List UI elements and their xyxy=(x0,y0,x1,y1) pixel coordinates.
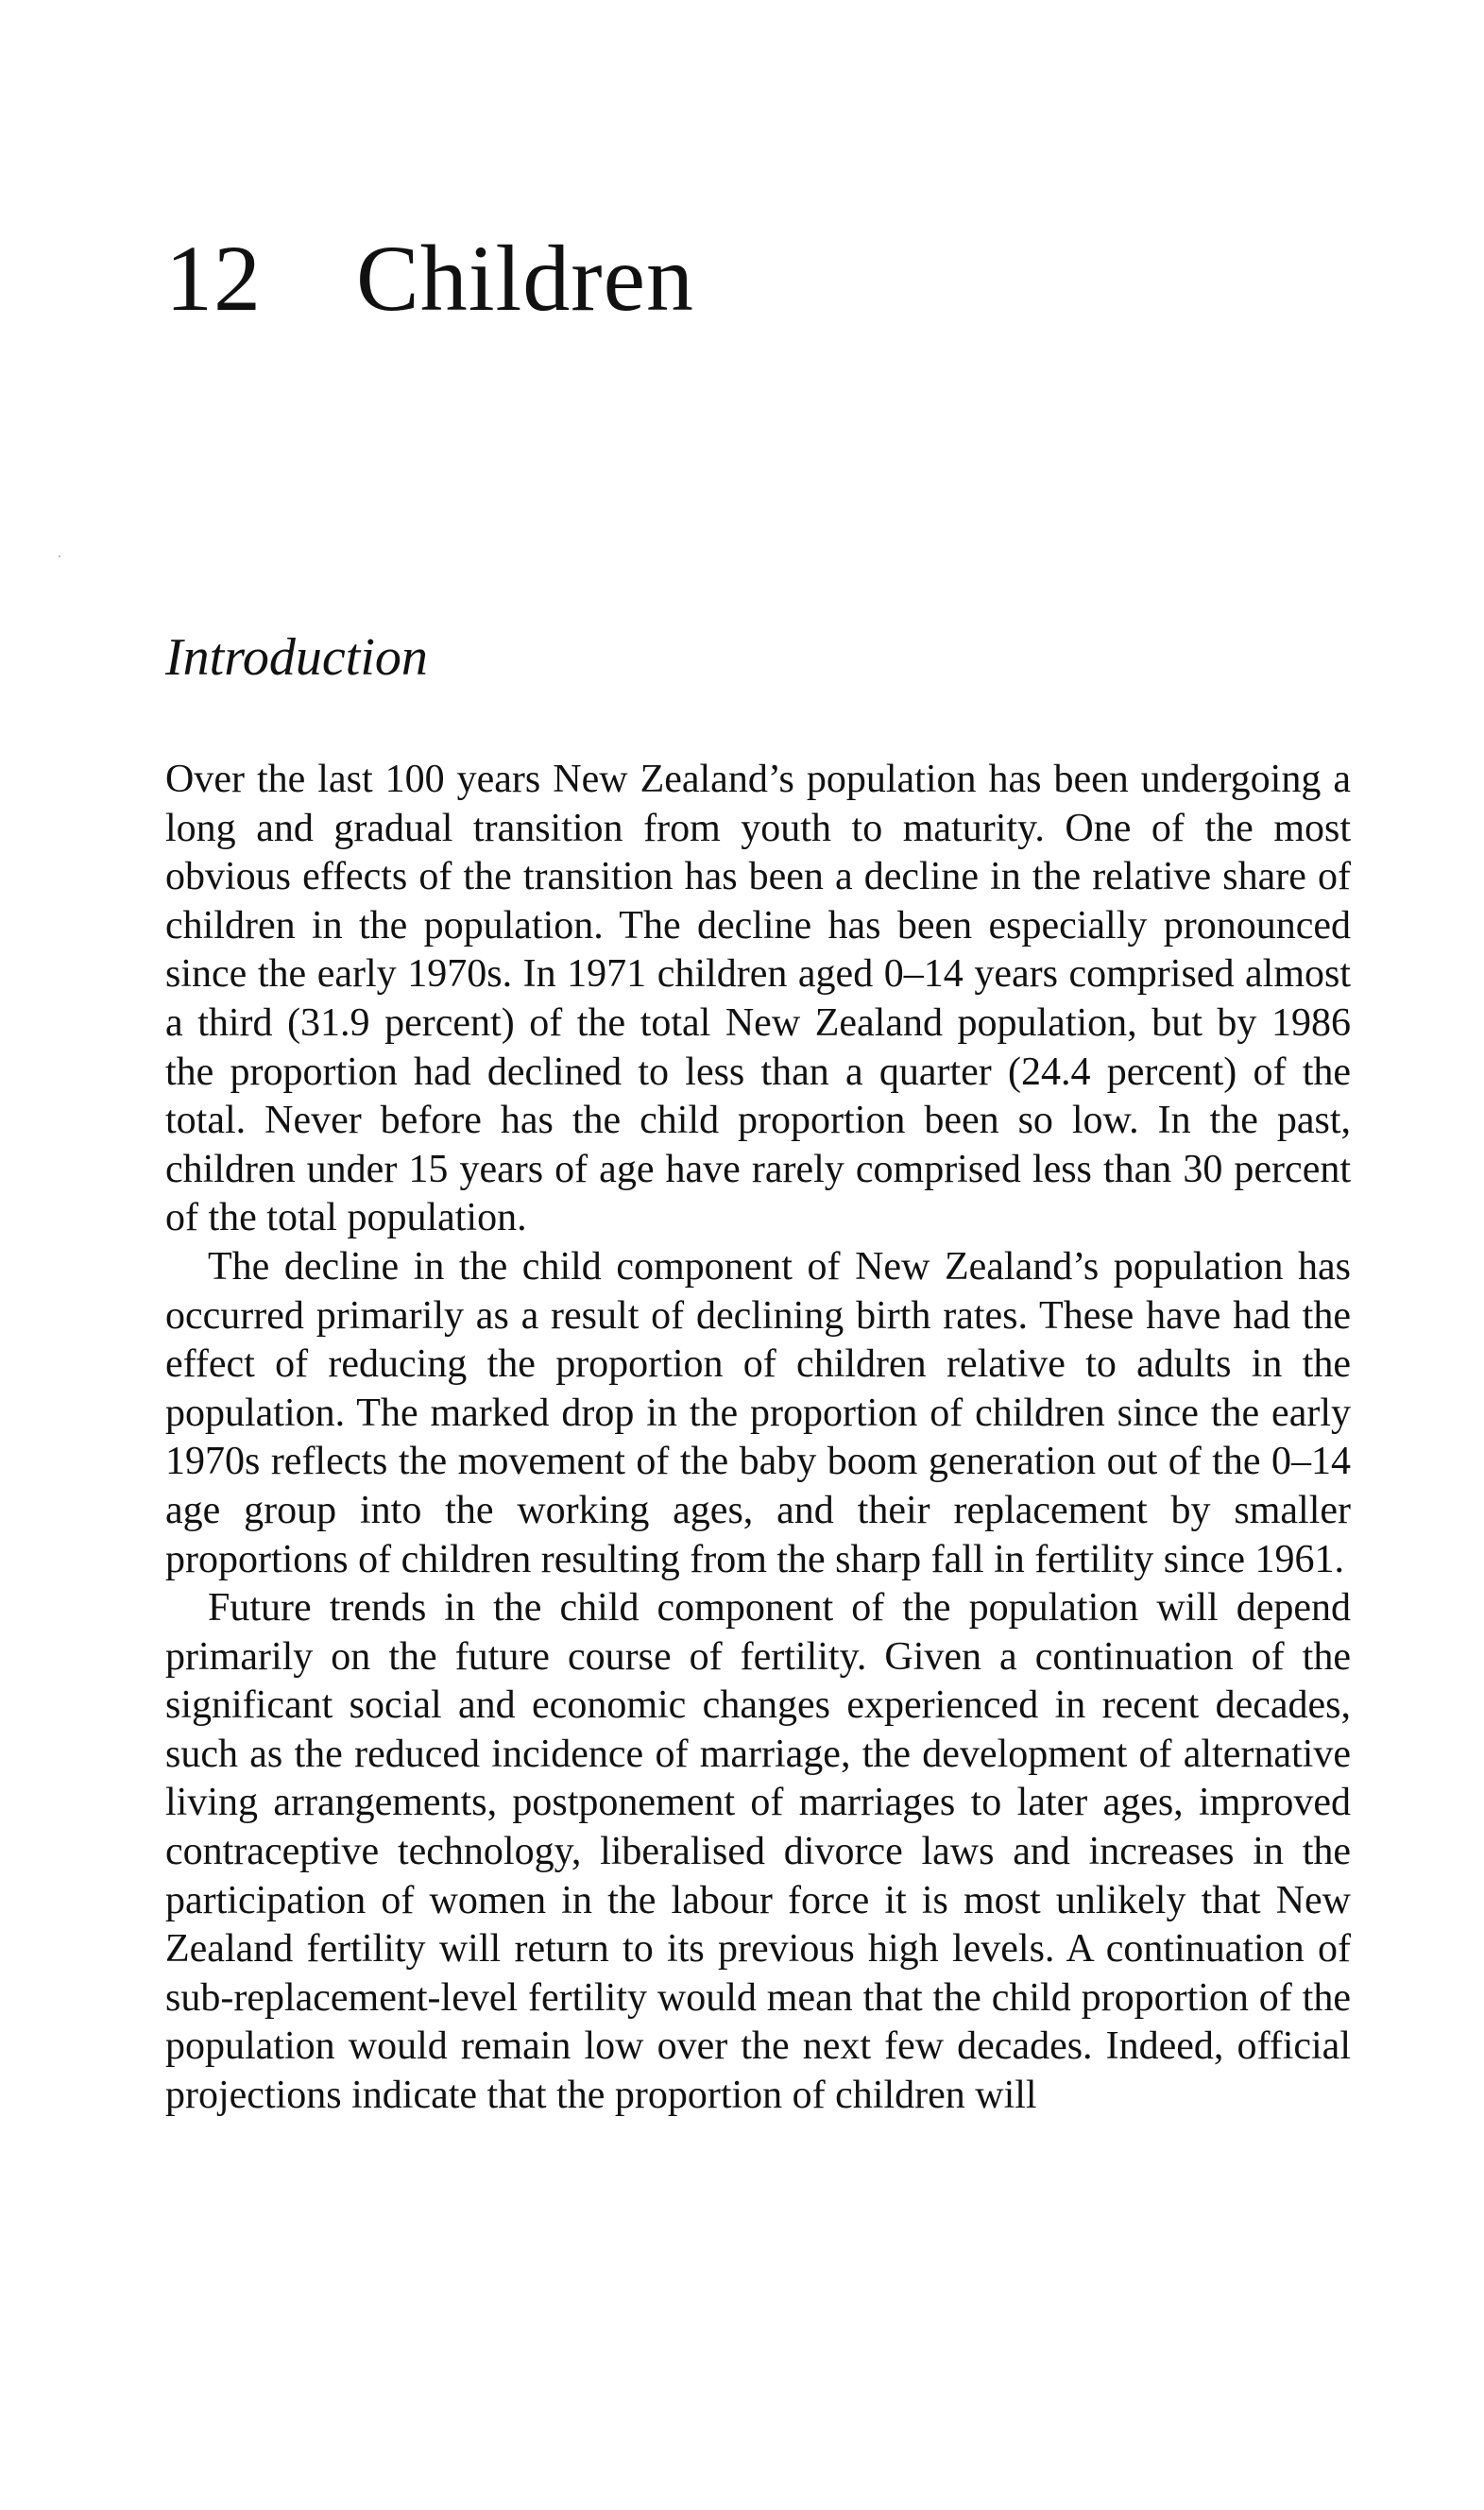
body-text xyxy=(165,756,1351,2121)
paragraph-3: Future trends in the child component of the population will depend primarily on the future course of fertility. Given a continuation of the significant social and economic changes experienced in recent decades, such as the reduced incidence of marriage, the development of alternative living arrangements, postponement of marriages to later ages, improved contraceptive technology, liberalised divorce laws and increases in the participation of women in the labour force it is most unlikely that New Zealand fertility will return to its previous high levels. A continuation of sub-replacement-level fertility would mean that the child proportion of the population would remain low over the next few decades. Indeed, official projections indicate that the proportion of children will xyxy=(165,1586,1351,2118)
paragraph-1: Over the last 100 years New Zealand’s population has been undergoing a long and gradual transition from youth to maturity. One of the most obvious effects of the transition has been a decline in the relative share of children in the population. The decline has been especially pronounced since the early 1970s. In 1971 children aged 0–14 years comprised almost a third (31.9 percent) of the total New Zealand population, but by 1986 the proportion had declined to less than a quarter (24.4 percent) of the total. Never before has the child proportion been so low. In the past, children under 15 years of age have rarely comprised less than 30 percent of the total population. xyxy=(165,758,1351,1240)
chapter-heading xyxy=(165,226,694,331)
chapter-title: Children xyxy=(356,226,694,331)
paragraph-2: The decline in the child component of New Zealand’s population has occurred primarily as a result of declining birth rates. These have had the effect of reducing the proportion of children relative to adults in the population. The marked drop in the proportion of children since the early 1970s reflects the movement of the baby boom generation out of the 0–14 age group into the working ages, and their replacement by smaller proportions of children resulting from the sharp fall in fertility since 1961. xyxy=(165,1244,1351,1581)
chapter-number: 12 xyxy=(165,226,262,331)
scan-speck xyxy=(59,555,60,557)
section-title: Introduction xyxy=(165,628,428,687)
